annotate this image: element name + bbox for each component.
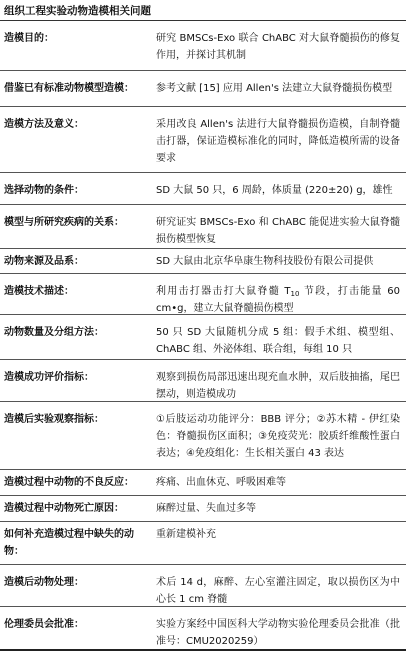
row-label: 造模后动物处理： — [4, 577, 84, 588]
row-value: SD 大鼠由北京华阜康生物科技股份有限公司提供 — [156, 256, 374, 267]
row-label: 造模技术描述： — [4, 286, 74, 297]
row-label: 造模方法及意义： — [4, 119, 84, 130]
row-value: 观察到损伤局部迅速出现充血水肿，双后肢抽搐，尾巴摆动，则造模成功 — [156, 372, 400, 400]
row-label: 造模成功评价指标： — [4, 372, 94, 383]
row-label: 如何补充造模过程中缺失的动物： — [4, 529, 134, 557]
row-value: 麻醉过量、失血过多等 — [156, 503, 256, 514]
row-label: 模型与所研究疾病的关系： — [4, 217, 124, 228]
table-title: 组织工程实验动物造模相关问题 — [4, 5, 151, 17]
table-row — [0, 274, 406, 315]
table-row — [0, 205, 406, 249]
row-value: 研究证实 BMSCs-Exo 和 ChABC 能促进实验大鼠脊髓损伤模型恢复 — [156, 217, 400, 245]
row-value: 重新建模补充 — [156, 529, 216, 540]
row-label: 造模过程中动物的不良反应： — [4, 477, 134, 488]
row-label: 动物来源及品系： — [4, 256, 84, 267]
row-label: 伦理委员会批准： — [4, 619, 84, 630]
row-label: 造模目的： — [4, 33, 54, 44]
row-value: ①后肢运动功能评分：BBB 评分；②苏木精 - 伊红染色：脊髓损伤区面积；③免疫荧光：胶质纤维酸性蛋白表达；④免疫组化：生长相关蛋白 43 表达 — [156, 414, 400, 459]
table-row — [0, 249, 406, 274]
row-value: 50 只 SD 大鼠随机分成 5 组：假手术组、模型组、ChABC 组、外泌体组、联合组，每组 10 只 — [156, 327, 400, 355]
table-row — [0, 315, 406, 360]
table-row — [0, 522, 406, 565]
table-row — [0, 607, 406, 651]
row-label: 借鉴已有标准动物模型造模： — [4, 83, 134, 94]
row-label: 造模后实验观察指标： — [4, 414, 104, 425]
row-value: 研究 BMSCs-Exo 联合 ChABC 对大鼠脊髓损伤的修复作用，并探讨其机制 — [156, 33, 400, 61]
table-row — [0, 496, 406, 522]
info-table — [0, 21, 406, 651]
row-value: 采用改良 Allen's 法进行大鼠脊髓损伤造模，自制脊髓击打器，保证造模标准化的同时，降低造模所需的设备要求 — [156, 119, 400, 164]
row-value: 参考文献 [15] 应用 Allen's 法建立大鼠脊髓损伤模型 — [156, 83, 393, 94]
row-label: 造模过程中动物死亡原因： — [4, 503, 124, 514]
row-value: 实验方案经中国医科大学动物实验伦理委员会批准（批准号：CMU2020259） — [156, 619, 400, 647]
table-row — [0, 360, 406, 402]
row-value: 利用击打器击打大鼠脊髓 $T_{10}$ 节段，打击能量 60 cm•g，建立大鼠脊髓损伤模型 — [156, 286, 400, 314]
table-row — [0, 173, 406, 205]
table-row — [0, 565, 406, 607]
row-value: 术后 14 d，麻醉、左心室灌注固定，取以损伤区为中心长 1 cm 脊髓 — [156, 577, 400, 605]
row-value: SD 大鼠 50 只，6 周龄，体质量 (220±20) g，雄性 — [156, 185, 393, 196]
row-value: 疼痛、出血休克、呼吸困难等 — [156, 477, 286, 488]
table-row — [0, 21, 406, 71]
table-row — [0, 470, 406, 496]
row-label: 动物数量及分组方法： — [4, 327, 104, 338]
row-label: 选择动物的条件： — [4, 185, 84, 196]
table-row — [0, 107, 406, 173]
table-row — [0, 71, 406, 107]
table-row — [0, 402, 406, 470]
